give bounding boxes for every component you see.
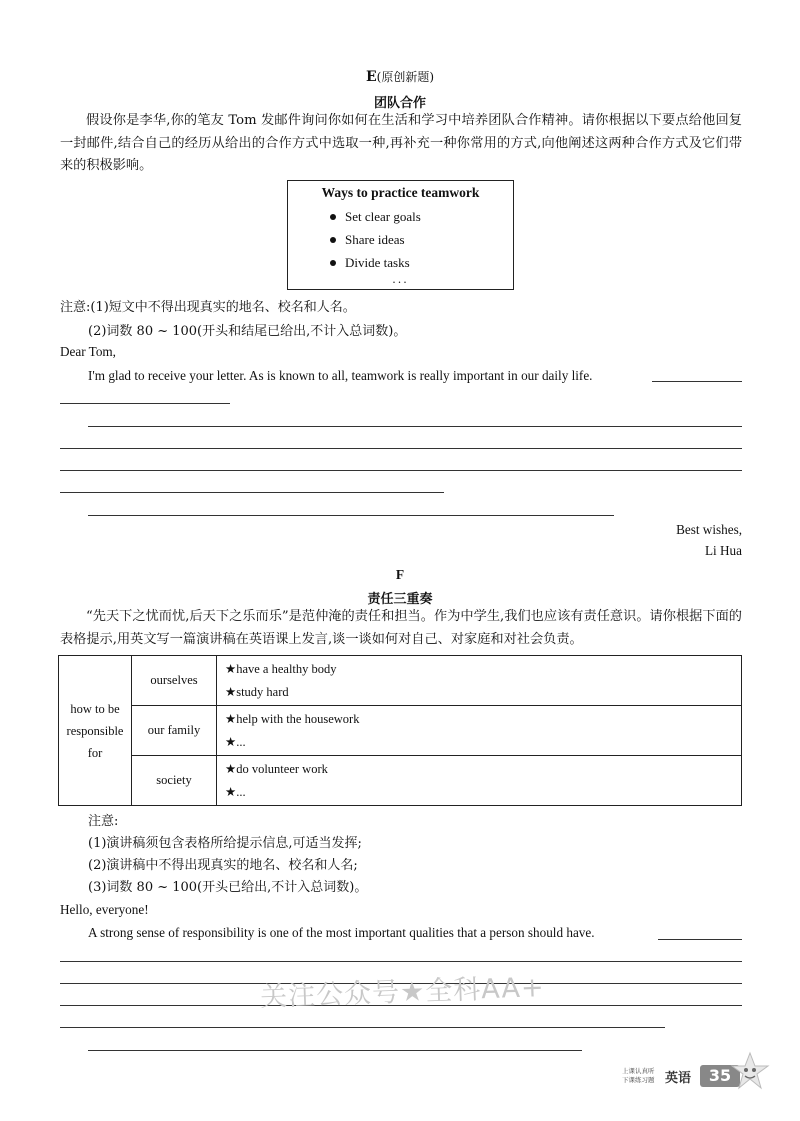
section-e-letter: E — [365, 69, 377, 85]
answer-line[interactable] — [60, 1027, 665, 1028]
table-row-header — [59, 656, 132, 806]
hint-text: ★study hard — [225, 684, 289, 699]
answer-line[interactable] — [652, 381, 742, 382]
letter-closing: Best wishes, — [676, 522, 742, 537]
prompt-line: 作方式及它们带来的积极影响。 — [60, 135, 743, 173]
answer-line[interactable] — [60, 448, 742, 449]
table-category: ourselves — [132, 656, 217, 706]
hint-text: ★have a healthy body — [225, 661, 337, 676]
footer-slogan — [622, 1067, 655, 1085]
table-row — [59, 706, 742, 756]
list-item-text: Set clear goals — [345, 209, 421, 224]
list-item — [330, 251, 421, 274]
letter-signature: Li Hua — [705, 543, 742, 558]
letter-opening: I'm glad to receive your letter. As is known to all, teamwork is really important in our daily life. — [88, 368, 593, 383]
prompt-line: 根据下面的表格提示,用英文写一篇演讲稿在英语课上发言,谈一谈如何对自己、对家庭和对社会负责。 — [60, 609, 742, 647]
teamwork-list — [330, 205, 421, 274]
speech-greeting: Hello, everyone! — [60, 902, 149, 917]
watermark: 关注公众号★全科AA+ — [259, 972, 546, 1013]
list-item — [330, 205, 421, 228]
section-e-note-1: 注意:(1)短文中不得出现真实的地名、校名和人名。 — [60, 300, 356, 315]
speech-opening: A strong sense of responsibility is one of the most important qualities that a person should have. — [88, 925, 595, 940]
section-f-note-1: (1)演讲稿须包含表格所给提示信息,可适当发挥; — [88, 836, 362, 851]
bullet-icon — [330, 260, 336, 266]
hint-text: ★... — [225, 734, 246, 749]
list-item — [330, 228, 421, 251]
section-f-title: 责任三重奏 — [367, 592, 433, 607]
answer-line[interactable] — [60, 403, 230, 404]
table-hints — [217, 706, 742, 756]
star-mascot-icon — [730, 1051, 770, 1091]
footer-slogan-line: 下课练习题 — [622, 1076, 655, 1084]
list-item-text: Divide tasks — [345, 255, 410, 270]
responsibility-table — [58, 655, 742, 806]
table-category: society — [132, 756, 217, 806]
section-f-note-3: (3)词数 80 ~ 100(开头已给出,不计入总词数)。 — [88, 880, 368, 895]
prompt-line: “先天下之忧而忧,后天下之乐而乐”是范仲淹的责任和担当。作为中学生,我们也应该有责任意识。请你 — [86, 609, 676, 624]
table-category: our family — [132, 706, 217, 756]
hint-text: ★help with the housework — [225, 711, 360, 726]
section-f-letter: F — [395, 567, 405, 582]
answer-line[interactable] — [88, 426, 742, 427]
answer-line[interactable] — [60, 470, 742, 471]
teamwork-ellipsis: ... — [392, 273, 409, 286]
section-e-prompt — [60, 110, 742, 178]
section-e-title: 团队合作 — [373, 96, 426, 111]
bullet-icon — [330, 214, 336, 220]
hint-text: ★... — [225, 784, 246, 799]
answer-line[interactable] — [88, 1050, 582, 1051]
bullet-icon — [330, 237, 336, 243]
section-e-note: (原创新题) — [376, 70, 435, 84]
section-e-heading — [0, 68, 800, 85]
prompt-line: 他回复一封邮件,结合自己的经历从给出的合作方式中选取一种,再补充一种你常用的方式,向他阐述这两种合 — [60, 113, 742, 151]
footer-subject: 英语 — [665, 1071, 692, 1086]
answer-line[interactable] — [60, 492, 444, 493]
list-item-text: Share ideas — [345, 232, 405, 247]
table-hints — [217, 756, 742, 806]
section-f-note-2: (2)演讲稿中不得出现真实的地名、校名和人名; — [88, 858, 358, 873]
section-e-note-2: (2)词数 80 ~ 100(开头和结尾已给出,不计入总词数)。 — [88, 324, 407, 339]
footer-slogan-line: 上课认真听 — [622, 1067, 655, 1075]
row-header-text: how to be — [70, 701, 120, 716]
section-f-note-head: 注意: — [88, 814, 119, 829]
page-number: 35 — [708, 1066, 732, 1085]
table-row — [59, 756, 742, 806]
page-footer — [622, 1065, 772, 1095]
answer-line[interactable] — [88, 515, 614, 516]
answer-line[interactable] — [60, 961, 742, 962]
teamwork-box-title: Ways to practice teamwork — [321, 185, 480, 200]
answer-line[interactable] — [658, 939, 742, 940]
row-header-text: for — [87, 745, 103, 760]
prompt-line: 假设你是李华,你的笔友 Tom 发邮件询问你如何在生活和学习中培养团队合作精神。请你根据以下要点给 — [86, 113, 703, 128]
teamwork-box — [287, 180, 514, 290]
letter-greeting: Dear Tom, — [60, 344, 116, 359]
table-hints — [217, 656, 742, 706]
hint-text: ★do volunteer work — [225, 761, 328, 776]
section-f-prompt — [60, 606, 742, 651]
row-header-text: responsible — [66, 723, 124, 738]
table-row — [59, 656, 742, 706]
